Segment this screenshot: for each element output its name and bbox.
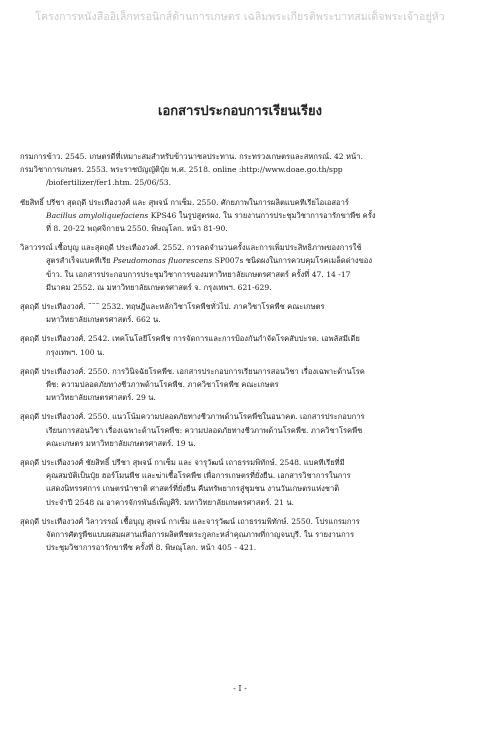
reference-entry [20,241,465,294]
reference-line: ข้าว. ใน เอกสารประกอบการประชุมวิชาการของมหาวิทยาลัยเกษตรศาสตร์ ครั้งที่ 47. 14 -17 [46,269,351,279]
scientific-name: Bacillus amyloliquefaciens [46,210,149,220]
reference-line: พืช: ความปลอดภัยทางชีวภาพด้านโรคพืช. ภาควิชาโรคพืช คณะเกษตร [46,380,279,390]
reference-line: สุดฤดี ประเทืองวงศ์. 2542. เทคโนโลยีโรคพืช การจัดการและการป้องกันกำจัดโรคสับปะรด. เอพลัสมีเดีย [20,334,360,344]
reference-entry [20,456,465,509]
reference-line: สุดฤดี ประเทืองวงศ์. 2550. การวินิจฉัยโรคพืช. เอกสารประกอบการเรียนการสอนวิชา เรื่องเฉพาะด้านโรค [20,366,365,376]
reference-line: มหาวิทยาลัยเกษตรศาสตร์. 662 น. [46,315,161,325]
reference-line: สุดฤดี ประเทืองวงศ์ วิลาวรรณ์ เชื้อบุญ สุพจน์ กาเซ็ม และจารุวัฒน์ เถาธรรมพิทักษ์. 2550. โปรแกรมการ [20,516,360,526]
reference-entry [20,150,465,163]
page-title: เอกสารประกอบการเรียนเรียง [158,104,322,119]
reference-list [20,150,465,560]
reference-entry [20,196,465,236]
reference-entry [20,365,465,405]
reference-line: เรียนการสอนวิชา เรื่องเฉพาะด้านโรคพืช: ความปลอดภัยทางชีวภาพด้านโรคพืช. ภาควิชาโรคพืช [46,425,363,435]
reference-line: มหาวิทยาลัยเกษตรศาสตร์. 29 น. [46,393,156,403]
reference-line: /biofertilizer/fer1.htm. 25/06/53. [46,178,172,188]
reference-line: มีนาคม 2552. ณ มหาวิทยาลัยเกษตรศาสตร์ จ. กรุงเทพฯ. 621-629. [46,282,272,292]
reference-line: จัดการศัตรูพืชแบบผสมผสานเพื่อการผลิตพืชตระกูลกะหล่ำคุณภาพที่กาญจนบุรี. ใน รายงานการ [46,530,355,540]
reference-line: กรุงเทพฯ. 100 น. [46,347,105,357]
reference-entry [20,410,465,450]
reference-line: ชัยสิทธิ์ ปรีชา สุดฤดี ประเทืองวงศ์ และ สุพจน์ กาเซ็ม. 2550. ศักยภาพในการผลิตแบคทีเรียไอเอสอาร์ [20,197,349,207]
reference-line: สุดฤดี ประเทืองวงศ์ ชัยสิทธิ์ ปรีชา สุพจน์ กาเซ็ม และ จารุวัฒน์ เถาธรรมพิทักษ์. 2548. แบคทีเรียที่มี [20,458,345,468]
reference-line: กรมการข้าว. 2545. เกษตรดีที่เหมาะสมสำหรับข้าวนาชลประทาน. กระทรวงเกษตรและสหกรณ์. 42 หน้า. [20,152,363,161]
page-number: - I - [233,684,247,693]
reference-line: คุณสมบัติเป็นปุ๋ย ฮอร์โมนพืช และฆ่าเชื้อโรคพืช เพื่อการเกษตรที่ยั่งยืน. เอกสารวิชาการในการ [46,471,351,481]
reference-line: คณะเกษตร มหาวิทยาลัยเกษตรศาสตร์. 19 น. [46,438,196,448]
reference-entry [20,515,465,555]
reference-entry [20,332,465,358]
reference-line: แสดงนิทรรศการ เกษตรนำชาติ ศาสตร์ที่ยั่งยืน คืนทรัพยากรสู่ชุมชน งานวันเกษตรแห่งชาติ [46,484,340,494]
reference-line: สุดฤดี ประเทืองวงศ์. 2550. แนวโน้มความปลอดภัยทางชีวภาพด้านโรคพืชในอนาคต. เอกสารประกอบการ [20,412,365,422]
reference-line: วิลาวรรณ์ เชื้อบุญ และสุดฤดี ประเทืองวงศ์. 2552. การลดจำนวนครั้งและการเพิ่มประสิทธิภาพของการใช้ [20,243,362,253]
reference-line: สุดฤดี ประเทืองวงศ์. ˜˜˜ 2532. ทฤษฎีและหลักวิชาโรคพืชทั่วไป. ภาควิชาโรคพืช คณะเกษตร [20,302,325,312]
reference-line: กรมวิชาการเกษตร. 2553. พระราชบัญญัติปุ๋ย พ.ศ. 2518. online :http://www.doae.go.th/spp [20,165,343,175]
reference-line: ประชุมวิชาการอารักขาพืช ครั้งที่ 8. พิษณุโลก. หน้า 405 - 421. [46,543,257,553]
reference-line: Bacillus amyloliquefaciens KPS46 ในรูปสูตรผง. ใน รายงานการประชุมวิชาการอารักขาพืช ครั้ง [46,210,376,220]
reference-entry [20,163,465,189]
reference-line: ประจำปี 2548 ณ อาคารจักรพันธ์เพ็ญศิริ. มหาวิทยาลัยเกษตรศาสตร์. 21 น. [46,497,294,507]
reference-line: สูตรสำเร็จแบคทีเรีย Pseudomonas fluorescens SP007s ชนิดผงในการควบคุมโรคเมล็ดด่างของ [46,256,373,266]
reference-line: ที่ 8. 20-22 พฤศจิกายน 2550. พิษณุโลก. หน้า 81-90. [46,224,228,234]
reference-entry [20,300,465,326]
watermark-header: โครงการหนังสืออิเล็กทรอนิกส์ด้านการเกษตร เฉลิมพระเกียรติพระบาทสมเด็จพระเจ้าอยู่หัว [35,11,445,23]
scientific-name: Pseudomonas fluorescens [113,256,213,266]
